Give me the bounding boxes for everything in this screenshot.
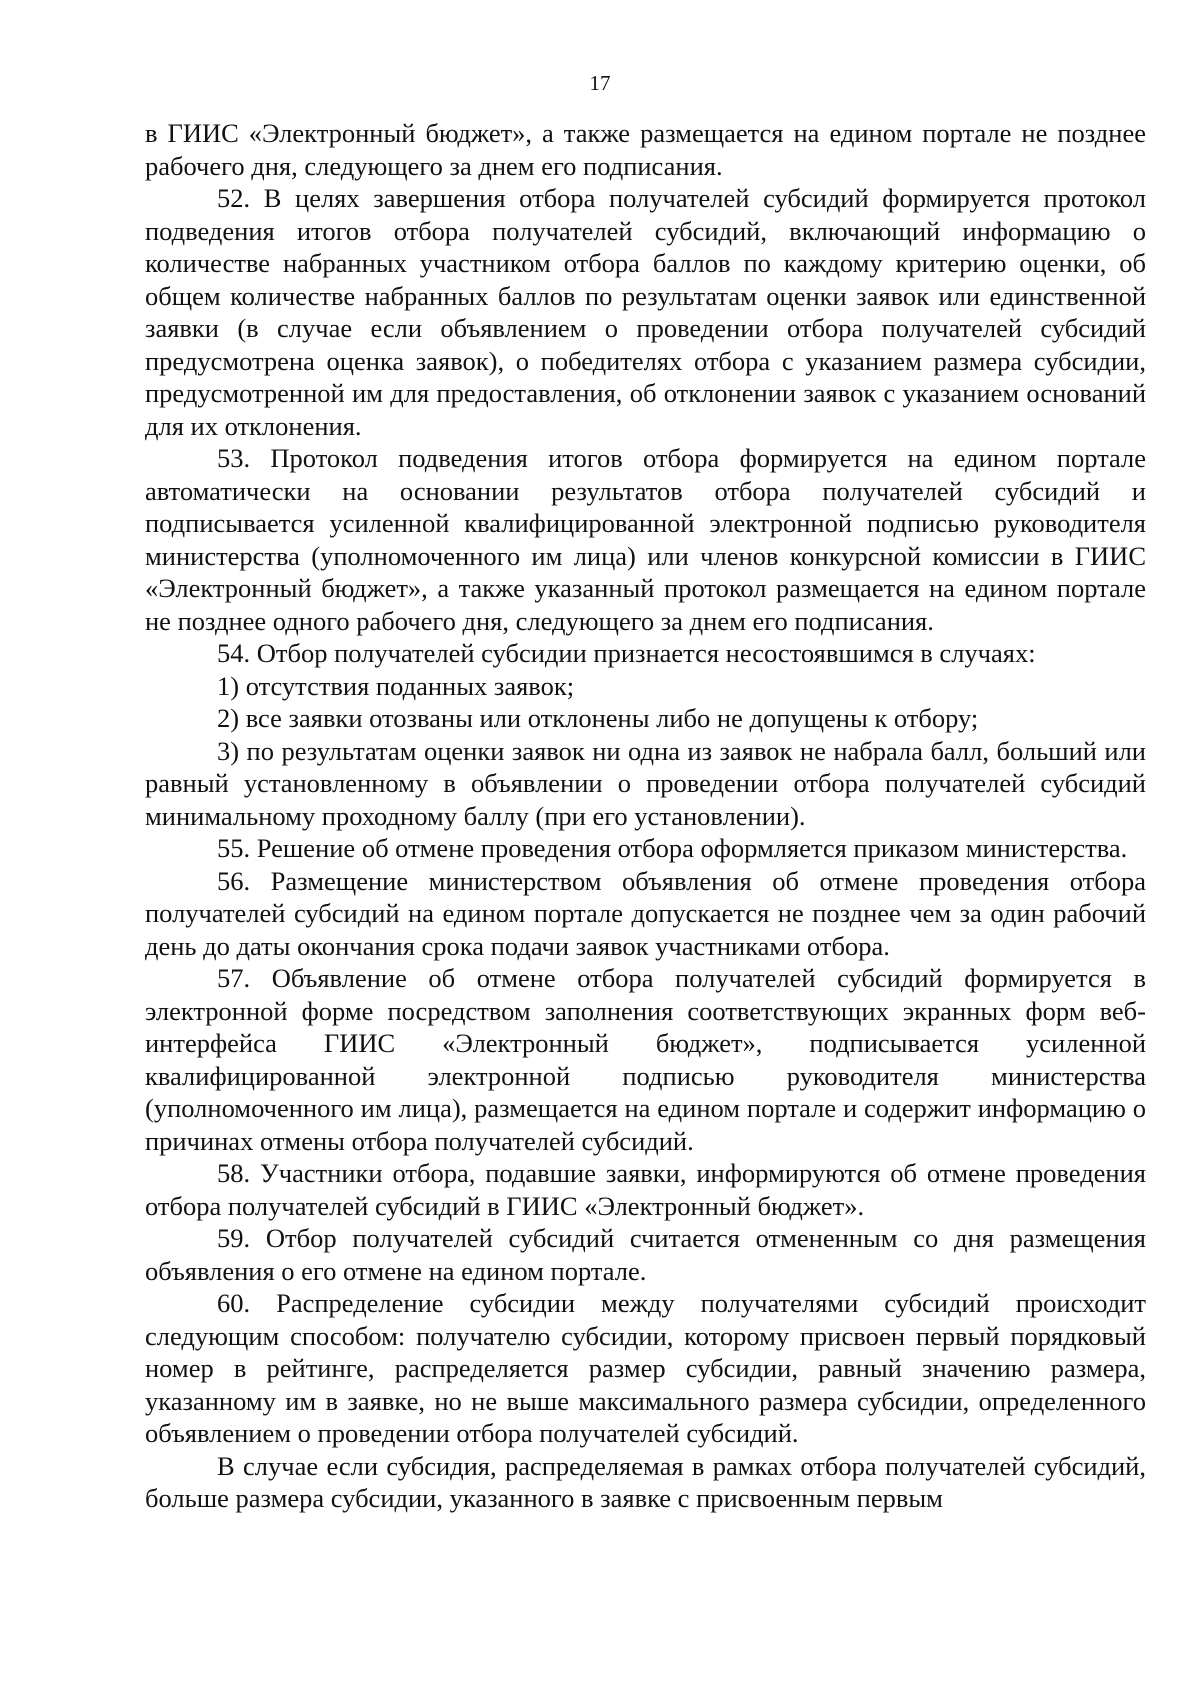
- paragraph-59: 59. Отбор получателей субсидий считается отмененным со дня размещения объявления о его отмене на едином портале.: [145, 1223, 1146, 1286]
- paragraph-60: 60. Распределение субсидии между получателями субсидий происходит следующим способом: получателю субсидии, которому присвоен первый порядковый номер в рейтинге, распределяется размер субсидии, равный значению размера, указанному им в заявке, но не выше максимального размера субсидии, определенного объявлением о проведении отбора получателей субсидий.: [145, 1288, 1146, 1448]
- paragraph-55: 55. Решение об отмене проведения отбора оформляется приказом министерства.: [217, 833, 1128, 863]
- paragraph-58: 58. Участники отбора, подавшие заявки, информируются об отмене проведения отбора получателей субсидий в ГИИС «Электронный бюджет».: [145, 1158, 1146, 1221]
- paragraph-60-continuation: В случае если субсидия, распределяемая в рамках отбора получателей субсидий, больше размера субсидии, указанного в заявке с присвоенным первым: [145, 1450, 1146, 1513]
- paragraph-continuation: в ГИИС «Электронный бюджет», а также размещается на едином портале не позднее рабочего дня, следующего за днем его подписания.: [145, 118, 1146, 181]
- paragraph-54-item-2: 2) все заявки отозваны или отклонены либо не допущены к отбору;: [217, 703, 979, 733]
- paragraph-53: 53. Протокол подведения итогов отбора формируется на едином портале автоматически на основании результатов отбора получателей субсидий и подписывается усиленной квалифицированной электронной подписью руководителя министерства (уполномоченного им лица) или членов конкурсной комиссии в ГИИС «Электронный бюджет», а также указанный протокол размещается на едином портале не позднее одного рабочего дня, следующего за днем его подписания.: [145, 443, 1146, 636]
- paragraph-54: 54. Отбор получателей субсидии признается несостоявшимся в случаях:: [217, 638, 1036, 668]
- paragraph-57: 57. Объявление об отмене отбора получателей субсидий формируется в электронной форме посредством заполнения соответствующих экранных форм веб-интерфейса ГИИС «Электронный бюджет», подписывается усиленной квалифицированной электронной подписью руководителя министерства (уполномоченного им лица), размещается на едином портале и содержит информацию о причинах отмены отбора получателей субсидий.: [145, 963, 1146, 1156]
- document-body: [145, 117, 1146, 1515]
- paragraph-54-item-1: 1) отсутствия поданных заявок;: [217, 670, 575, 701]
- paragraph-54-item-3: 3) по результатам оценки заявок ни одна из заявок не набрала балл, больший или равный установленному в объявлении о проведении отбора получателей субсидий минимальному проходному баллу (при его установлении).: [145, 735, 1146, 831]
- page-number: 17: [589, 71, 611, 95]
- paragraph-52: 52. В целях завершения отбора получателей субсидий формируется протокол подведения итогов отбора получателей субсидий, включающий информацию о количестве набранных участником отбора баллов по каждому критерию оценки, об общем количестве набранных баллов по результатам оценки заявок или единственной заявки (в случае если объявлением о проведении отбора получателей субсидий предусмотрена оценка заявок), о победителях отбора с указанием размера субсидии, предусмотренной им для предоставления, об отклонении заявок с указанием оснований для их отклонения.: [145, 183, 1146, 441]
- paragraph-56: 56. Размещение министерством объявления об отмене проведения отбора получателей субсидий на едином портале допускается не позднее чем за один рабочий день до даты окончания срока подачи заявок участниками отбора.: [145, 865, 1146, 961]
